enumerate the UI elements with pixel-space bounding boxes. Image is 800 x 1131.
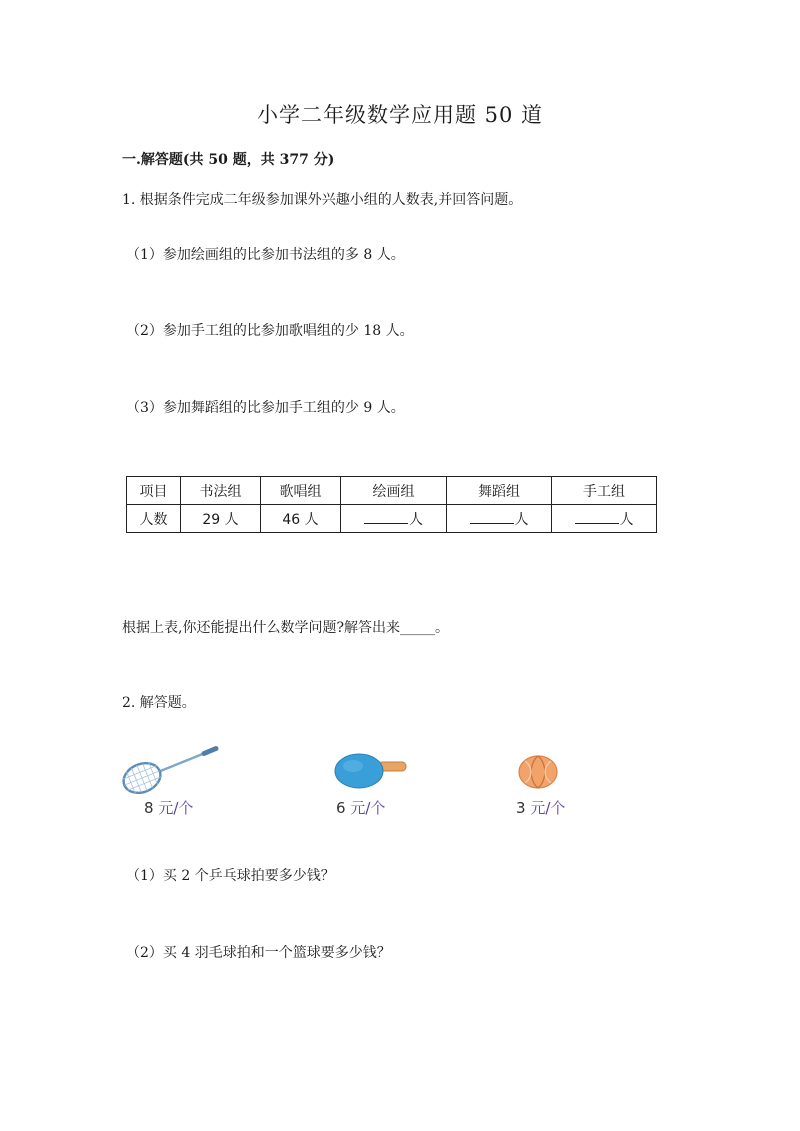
answer-blank[interactable]: [575, 509, 619, 524]
question-2-part-2: （2）买 4 羽毛球拍和一个篮球要多少钱？: [126, 945, 391, 961]
answer-blank[interactable]: [364, 509, 408, 524]
condition-1: （1）参加绘画组的比参加书法组的多 8 人。: [126, 247, 405, 263]
table-header-cell: 舞蹈组: [447, 477, 552, 505]
condition-3: （3）参加舞蹈组的比参加手工组的少 9 人。: [126, 400, 405, 416]
badminton-racket-icon: [120, 745, 220, 801]
table-header-cell: 项目: [127, 477, 181, 505]
price-label: 8 元/个: [144, 799, 194, 817]
question-1-followup: 根据上表,你还能提出什么数学问题?解答出来_____。: [122, 620, 449, 636]
question-2-stem: 2. 解答题。: [122, 695, 196, 711]
price-label: 6 元/个: [336, 799, 386, 817]
row-label-cell: 人数: [127, 505, 181, 533]
blank-unit: 人: [409, 511, 423, 528]
answer-blank-cell[interactable]: [447, 505, 552, 533]
section-header: 一.解答题(共 50 题，共 377 分): [122, 152, 335, 168]
blank-unit: 人: [514, 511, 529, 528]
question-1-stem: 1. 根据条件完成二年级参加课外兴趣小组的人数表,并回答问题。: [122, 192, 523, 208]
table-cell: 46 人: [261, 505, 341, 533]
basketball-icon: [517, 755, 559, 793]
price-label: 3 元/个: [516, 799, 566, 817]
table-header-cell: 书法组: [181, 477, 261, 505]
condition-2: （2）参加手工组的比参加歌唱组的少 18 人。: [126, 323, 414, 339]
blank-unit: 人: [619, 511, 634, 528]
table-row: [127, 505, 657, 533]
page-title: 小学二年级数学应用题 50 道: [256, 103, 544, 127]
ping-pong-paddle-icon: [334, 752, 414, 796]
interest-group-table: [126, 476, 657, 533]
table-header-cell: 歌唱组: [261, 477, 341, 505]
table-cell: 29 人: [181, 505, 261, 533]
answer-blank[interactable]: [470, 509, 514, 524]
question-2-part-1: （1）买 2 个乒乓球拍要多少钱？: [126, 868, 335, 884]
table-header-row: [127, 477, 657, 505]
answer-blank-cell[interactable]: [552, 505, 657, 533]
table-header-cell: 绘画组: [341, 477, 447, 505]
answer-blank-cell[interactable]: [341, 505, 447, 533]
table-header-cell: 手工组: [552, 477, 657, 505]
